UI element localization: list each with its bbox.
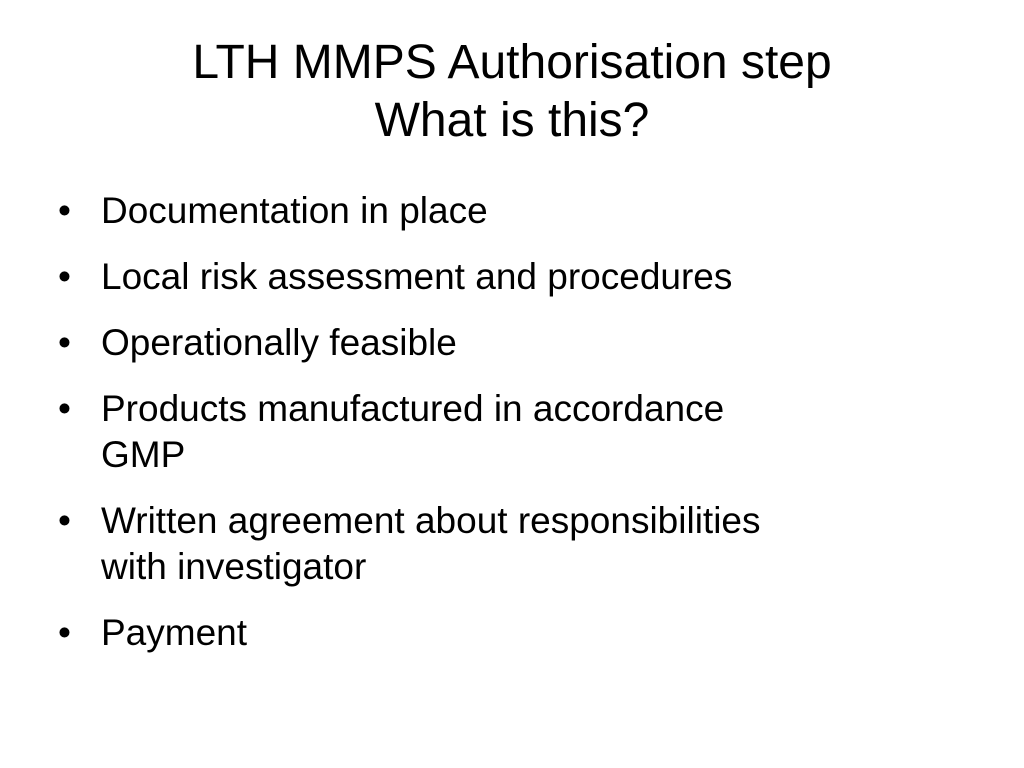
bullet-item-written-agreement	[58, 498, 958, 590]
bullet-item-payment	[58, 610, 958, 656]
bullet-text: Payment	[101, 612, 248, 653]
bullet-icon: •	[58, 388, 71, 429]
bullet-text: Documentation in place	[101, 190, 488, 231]
bullet-icon: •	[58, 322, 71, 363]
bullet-item-operationally-feasible	[58, 320, 958, 366]
bullet-text-line-2: with investigator	[101, 546, 367, 587]
title-line-2: What is this?	[374, 94, 650, 147]
bullet-text: Operationally feasible	[101, 322, 457, 363]
bullet-icon: •	[58, 500, 71, 541]
bullet-item-local-risk	[58, 254, 958, 300]
bullet-list	[58, 188, 958, 676]
slide-title	[0, 34, 1024, 150]
title-line-1: LTH MMPS Authorisation step	[192, 36, 832, 89]
bullet-text-line-1: Products manufactured in accordance	[101, 388, 725, 429]
bullet-text-line-2: GMP	[101, 434, 186, 475]
bullet-item-documentation	[58, 188, 958, 234]
bullet-item-products-gmp	[58, 386, 958, 478]
bullet-icon: •	[58, 256, 71, 297]
bullet-icon: •	[58, 190, 71, 231]
bullet-text: Local risk assessment and procedures	[101, 256, 733, 297]
bullet-text-line-1: Written agreement about responsibilities	[101, 500, 761, 541]
bullet-icon: •	[58, 612, 71, 653]
